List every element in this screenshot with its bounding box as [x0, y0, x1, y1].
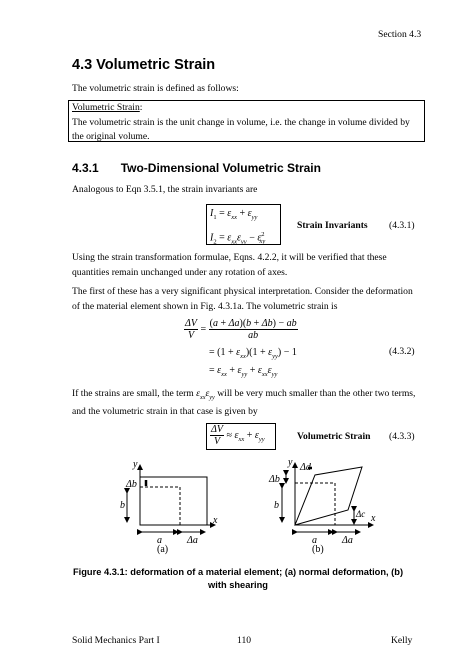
paragraph-1: Analogous to Eqn 3.5.1, the strain invariants are [72, 184, 258, 195]
section-header: Section 4.3 [378, 29, 422, 40]
dc-label-b: Δc [356, 509, 366, 519]
a-label-b: a [312, 535, 317, 546]
paragraph-3: The first of these has a very significant physical interpretation. Consider the deformation of the material element shown in Fig. 4.3.1a. The volumetric strain is [72, 286, 413, 312]
da-label-a: Δa [187, 535, 198, 546]
inline-product-term: $\varepsilon_{xx}\varepsilon_{yy}$ [196, 388, 215, 401]
equation-number-4-3-1: (4.3.1) [389, 220, 415, 231]
caption-a: (a) [157, 544, 169, 555]
figure-b-shear-deformation [255, 455, 380, 555]
volumetric-strain-label: Volumetric Strain [297, 431, 371, 442]
intro-text: The volumetric strain is defined as follows: [72, 83, 239, 94]
original-element-b [295, 483, 335, 525]
equation-4-3-1: $I_1 = \varepsilon_{xx} + \varepsilon_{yy}$ $I_2 = \varepsilon_{xx}\varepsilon_{yy} - \varepsilon^2_{xy}$ [206, 204, 281, 245]
section-title: 4.3 Volumetric Strain [72, 57, 216, 73]
a-label-a: a [157, 535, 162, 546]
equation-number-4-3-3: (4.3.3) [389, 431, 415, 442]
figure-a-normal-deformation [100, 455, 225, 555]
footer-course: Solid Mechanics Part I [72, 635, 160, 646]
paragraph-4-end: will be very much smaller than the other two terms, and the volumetric strain in that case is given by [72, 388, 416, 418]
equation-4-3-3: $\frac{\Delta V}{V}$ ≈ $\varepsilon_{xx} + \varepsilon_{yy}$ [206, 423, 276, 450]
b-label-b: b [274, 500, 279, 511]
caption-b: (b) [312, 544, 324, 555]
subsection-heading [72, 161, 321, 175]
y-label-a: y [133, 459, 138, 470]
footer-page-number: 110 [237, 635, 252, 646]
original-element-a [140, 487, 180, 525]
b-label-a: b [120, 500, 125, 511]
paragraph-4-start: If the strains are small, the term [72, 388, 194, 399]
equation-4-3-2: $\frac{\Delta V}{V}$ = $\frac{(a + \Delta a)(b + \Delta b) - ab}{ab}$ = $(1 + \varepsilon_{xx})(1 + \varepsilon_{yy}) - 1$ = $\varepsilon_{xx} + \varepsilon_{yy} + \varepsilon_{xx}\varepsilon_{yy}$ [185, 318, 297, 378]
definition-box [68, 100, 425, 142]
strain-invariants-label: Strain Invariants [297, 220, 368, 231]
x-label-b: x [371, 513, 376, 524]
x-label-a: x [213, 515, 218, 526]
db-label-b: Δb [269, 474, 280, 485]
deformed-element-b [295, 467, 362, 525]
figure-caption: Figure 4.3.1: deformation of a material element; (a) normal deformation, (b) with shearing [72, 567, 404, 590]
definition-text: The volumetric strain is the unit change in volume, i.e. the change in volume divided by the original volume. [72, 116, 410, 142]
deformed-element-a [140, 477, 207, 525]
definition-colon: : [139, 102, 143, 113]
subsection-title: Two-Dimensional Volumetric Strain [120, 161, 321, 175]
paragraph-4 [72, 387, 422, 420]
equation-number-4-3-2: (4.3.2) [389, 346, 415, 357]
subsection-number: 4.3.1 [72, 161, 99, 175]
definition-label: Volumetric Strain [72, 102, 140, 113]
y-label-b: y [288, 457, 293, 468]
footer-author: Kelly [391, 635, 413, 646]
da-label-b: Δa [342, 535, 353, 546]
db-label-a: Δb [126, 479, 137, 490]
paragraph-2: Using the strain transformation formulae, Eqns. 4.2.2, it will be verified that these quantities remain unchanged under any rotation of axes. [72, 252, 387, 278]
dd-label-b: Δd [300, 462, 311, 473]
